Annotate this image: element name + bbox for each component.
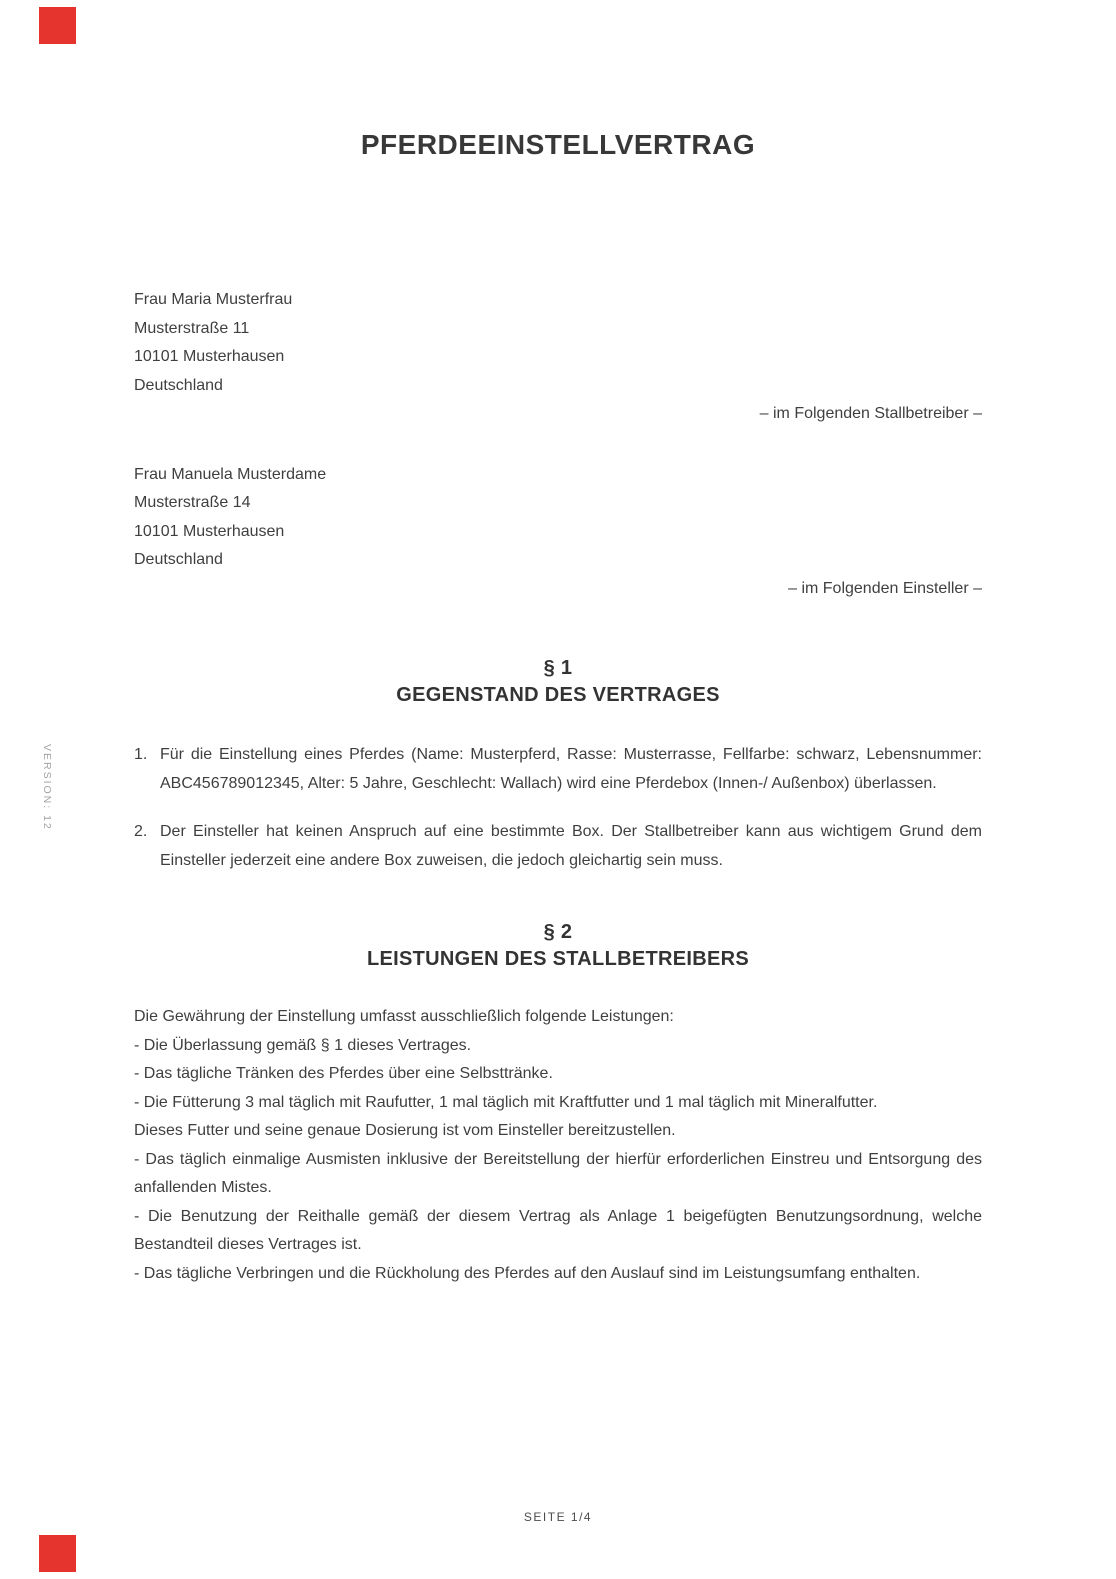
- section-2-heading: [134, 919, 982, 973]
- section-title: LEISTUNGEN DES STALLBETREIBERS: [367, 948, 749, 970]
- party-name: Frau Manuela Musterdame: [134, 465, 327, 483]
- page-title: PFERDEEINSTELLVERTRAG: [360, 129, 756, 160]
- body-line: Die Gewährung der Einstellung umfasst ausschließlich folgende Leistungen:: [134, 1008, 674, 1025]
- red-corner-mark-top: [39, 7, 76, 44]
- body-line: - Die Überlassung gemäß § 1 dieses Vertrages.: [134, 1036, 472, 1054]
- party-country: Deutschland: [134, 551, 223, 568]
- body-line: Dieses Futter und seine genaue Dosierung ist vom Einsteller bereitzustellen.: [134, 1122, 676, 1139]
- section-number: § 1: [543, 657, 573, 679]
- party-name: Frau Maria Musterfrau: [134, 291, 293, 308]
- item-number: 1.: [134, 746, 148, 763]
- party-country: Deutschland: [134, 376, 223, 394]
- party-role-label: – im Folgenden Einsteller –: [788, 579, 982, 597]
- item-text: Für die Einstellung eines Pferdes (Name: Musterpferd, Rasse: Musterrasse, Fellfarbe: schwarz, Lebensnummer: ABC456789012345, Alter: 5 Jahre, Geschlecht: Wallach) wird eine Pferdebox (Innen-/ Außenbox) überlassen.: [160, 746, 982, 792]
- party-street: Musterstraße 14: [134, 494, 251, 511]
- body-line: - Die Fütterung 3 mal täglich mit Raufutter, 1 mal täglich mit Kraftfutter und 1 mal täglich mit Mineralfutter.: [134, 1093, 878, 1111]
- numbered-item: [134, 818, 982, 875]
- section-1-heading: [134, 655, 982, 709]
- body-line: - Die Benutzung der Reithalle gemäß der diesem Vertrag als Anlage 1 beigefügten Benutzungsordnung, welche Bestandteil dieses Vertrages ist.: [134, 1207, 982, 1253]
- party-block-stallbetreiber: [134, 286, 982, 429]
- party-block-einsteller: [134, 461, 982, 604]
- section-2-body: [134, 1003, 982, 1288]
- page-footer: SEITE 1/4: [523, 1510, 593, 1524]
- item-text: Der Einsteller hat keinen Anspruch auf eine bestimmte Box. Der Stallbetreiber kann aus wichtigem Grund dem Einsteller jederzeit eine andere Box zuweisen, die jedoch gleichartig sein muss.: [160, 823, 982, 869]
- section-number: § 2: [543, 921, 573, 943]
- section-1-items: [134, 741, 982, 875]
- red-corner-mark-bottom: [39, 1535, 76, 1572]
- item-number: 2.: [134, 823, 148, 840]
- party-street: Musterstraße 11: [134, 319, 250, 337]
- document-body: [0, 286, 1116, 1288]
- section-title: GEGENSTAND DES VERTRAGES: [396, 684, 720, 706]
- party-role-label: – im Folgenden Stallbetreiber –: [759, 405, 982, 422]
- numbered-item: [134, 741, 982, 798]
- version-label: VERSION: 12: [41, 744, 53, 831]
- body-line: - Das tägliche Verbringen und die Rückholung des Pferdes auf den Auslauf sind im Leistungsumfang enthalten.: [134, 1264, 921, 1282]
- body-line: - Das täglich einmalige Ausmisten inklusive der Bereitstellung der hierfür erforderlichen Einstreu und Entsorgung des anfallenden Mistes.: [134, 1150, 982, 1196]
- party-city: 10101 Musterhausen: [134, 348, 285, 365]
- party-city: 10101 Musterhausen: [134, 522, 285, 540]
- body-line: - Das tägliche Tränken des Pferdes über eine Selbsttränke.: [134, 1065, 553, 1082]
